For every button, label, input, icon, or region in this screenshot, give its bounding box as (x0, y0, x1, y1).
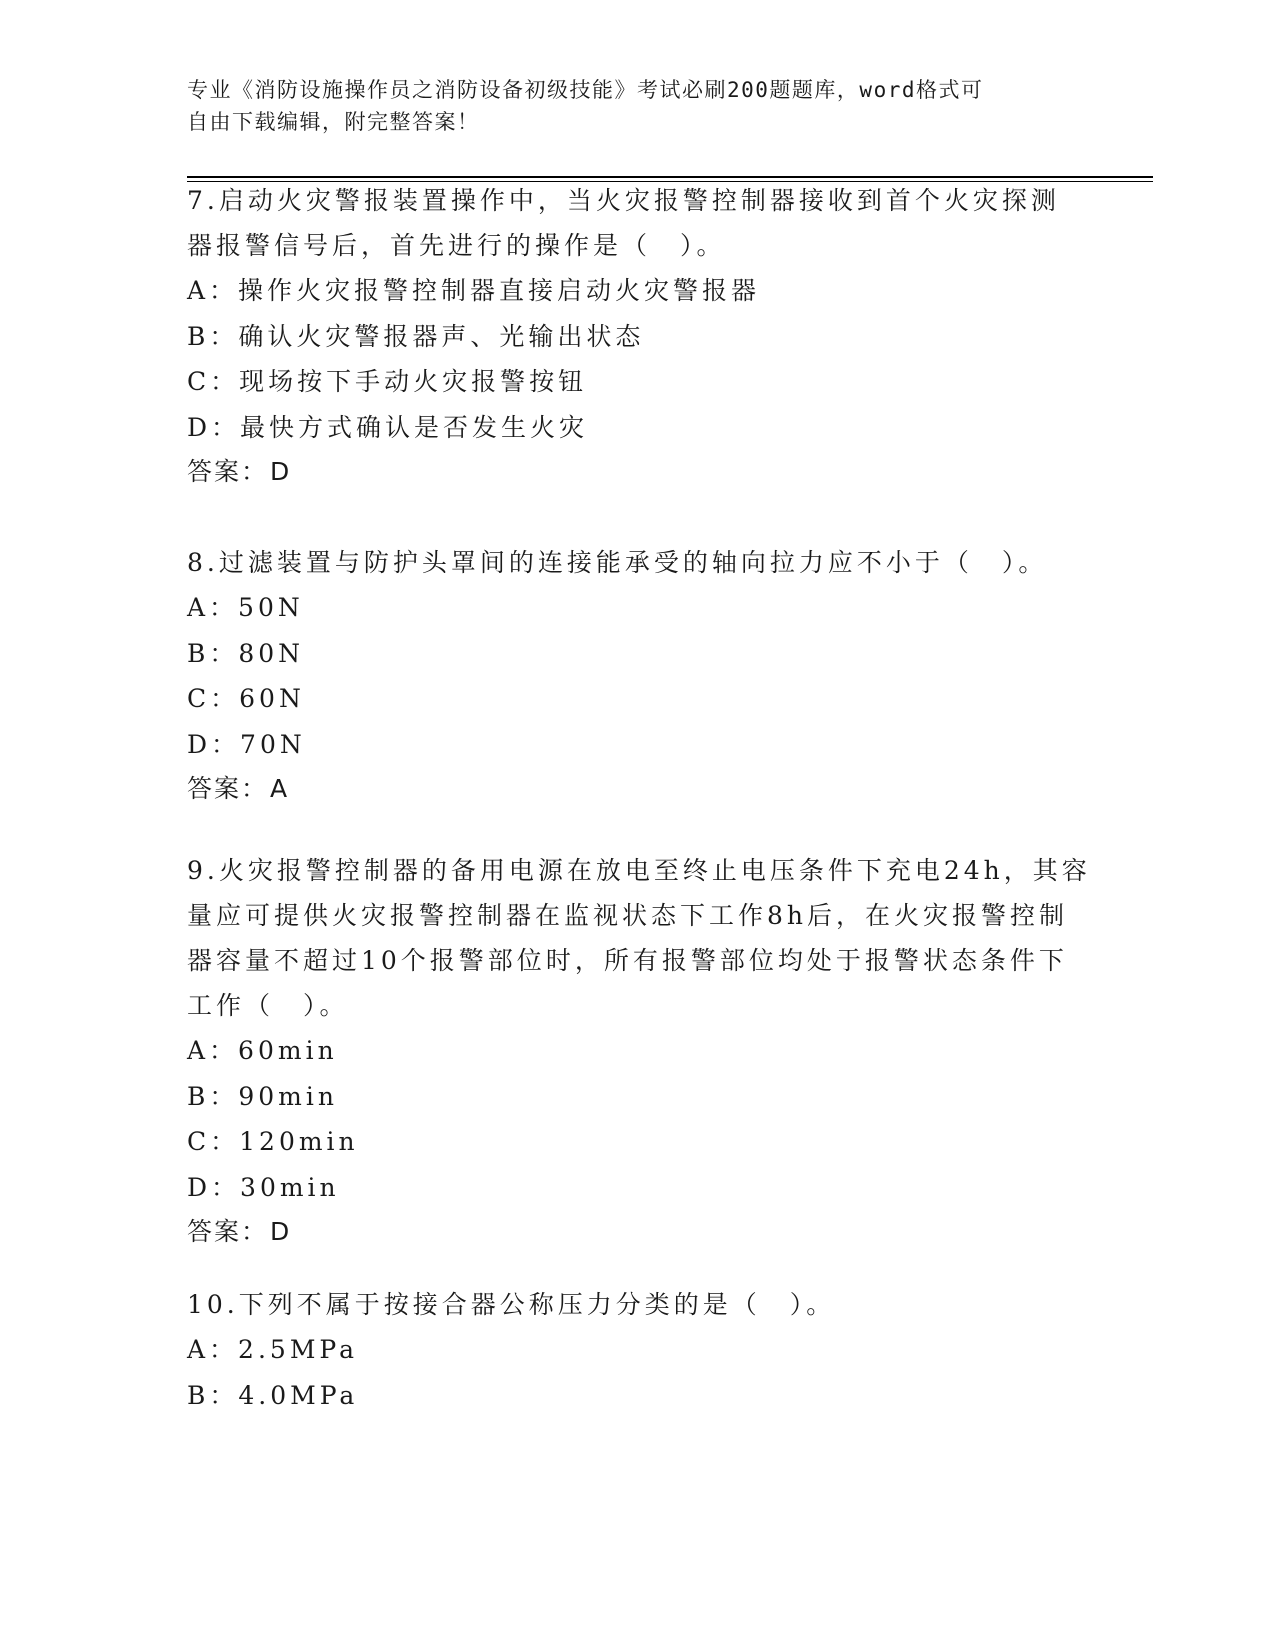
question-10 (187, 1282, 1087, 1418)
answer-label: 答案： (187, 774, 269, 803)
option-b: B：80N (187, 638, 305, 668)
document-header (187, 74, 1087, 138)
answer-line (187, 767, 1087, 811)
question-stem (187, 1282, 1087, 1327)
question-8 (187, 540, 1087, 811)
stem-line: 8.过滤装置与防护头罩间的连接能承受的轴向拉力应不小于（ ）。 (187, 548, 1048, 577)
option-a: A：操作火灾报警控制器直接启动火灾警报器 (187, 276, 761, 305)
stem-line: 工作（ ）。 (187, 991, 349, 1020)
answer-value: D (270, 1217, 290, 1246)
question-9 (187, 848, 1091, 1254)
option-d: D：70N (187, 729, 306, 759)
option-b: B：确认火灾警报器声、光输出状态 (187, 321, 645, 351)
stem-line: 7.启动火灾警报装置操作中，当火灾报警控制器接收到首个火灾探测 (187, 186, 1060, 215)
question-7 (187, 178, 1087, 494)
stem-line: 9.火灾报警控制器的备用电源在放电至终止电压条件下充电24h，其容 (187, 856, 1091, 885)
question-stem (187, 848, 1091, 1028)
answer-label: 答案： (187, 457, 269, 486)
question-stem (187, 540, 1087, 585)
answer-line (187, 1210, 1087, 1254)
header-line-1: 专业《消防设施操作员之消防设备初级技能》考试必刷200题题库，word格式可 (187, 78, 984, 102)
stem-line: 器报警信号后，首先进行的操作是（ ）。 (187, 231, 726, 260)
stem-line: 器容量不超过10个报警部位时，所有报警部位均处于报警状态条件下 (187, 946, 1068, 975)
answer-label: 答案： (187, 1217, 269, 1246)
header-line-2: 自由下载编辑，附完整答案！ (187, 110, 480, 134)
stem-line: 10.下列不属于按接合器公称压力分类的是（ ）。 (187, 1290, 836, 1319)
option-c: C：120min (187, 1127, 359, 1156)
option-a: A：50N (187, 593, 304, 622)
answer-value: A (270, 774, 288, 803)
answer-value: D (270, 457, 290, 486)
question-stem (187, 178, 1087, 268)
option-a: A：2.5MPa (187, 1335, 359, 1364)
option-b: B：90min (187, 1081, 338, 1111)
option-c: C：现场按下手动火灾报警按钮 (187, 367, 588, 396)
option-d: D：30min (187, 1172, 340, 1202)
answer-line (187, 450, 1087, 494)
stem-line: 量应可提供火灾报警控制器在监视状态下工作8h后，在火灾报警控制 (187, 901, 1069, 930)
option-a: A：60min (187, 1036, 338, 1065)
option-b: B：4.0MPa (187, 1380, 359, 1410)
option-c: C：60N (187, 684, 305, 713)
option-d: D：最快方式确认是否发生火灾 (187, 412, 589, 442)
